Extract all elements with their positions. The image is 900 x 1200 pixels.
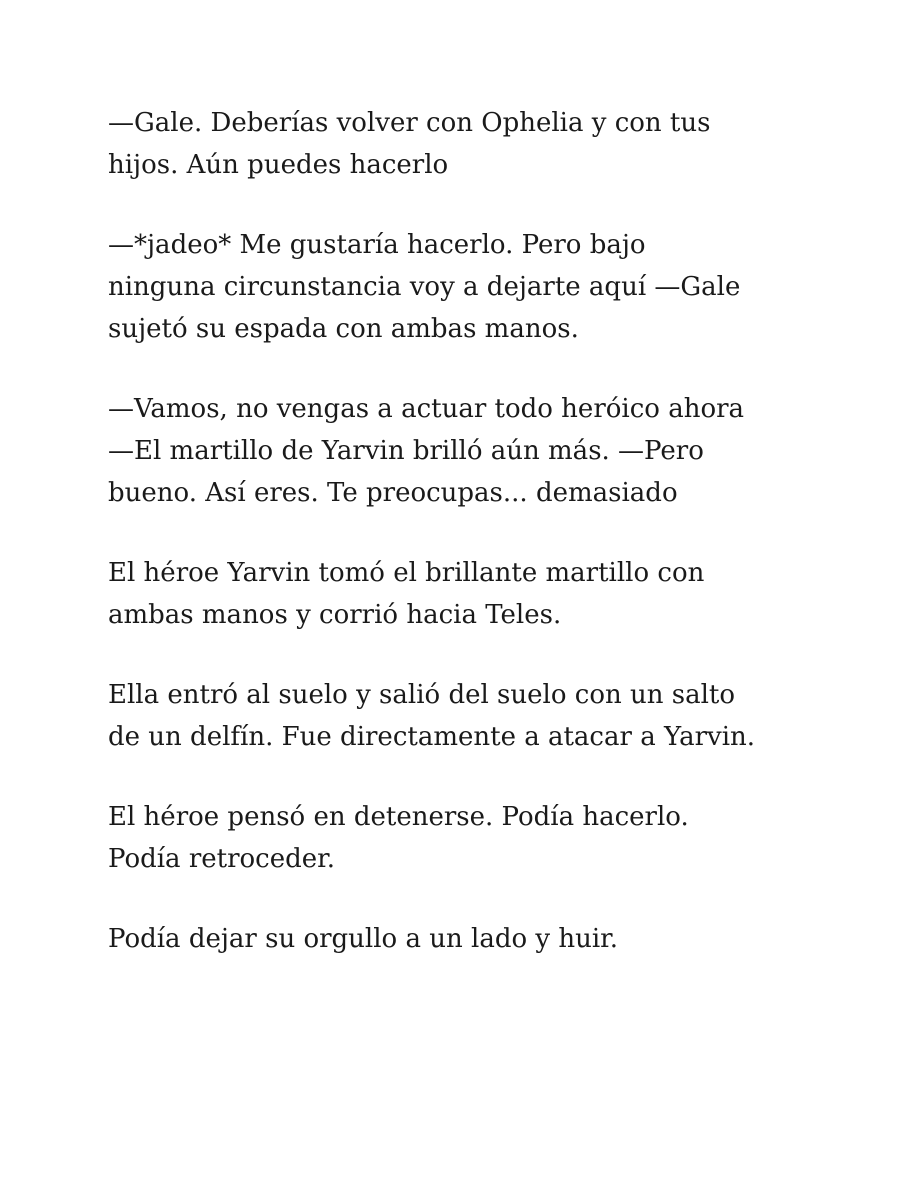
- text-line: —El martillo de Yarvin brilló aún más. —Pero: [108, 436, 704, 466]
- text-line: sujetó su espada con ambas manos.: [108, 314, 579, 344]
- text-line: Ella entró al suelo y salió del suelo con un salto: [108, 680, 735, 710]
- text-line: Podía dejar su orgullo a un lado y huir.: [108, 924, 618, 954]
- paragraph: [108, 918, 808, 960]
- text-line: bueno. Así eres. Te preocupas... demasiado: [108, 478, 678, 508]
- paragraph: [108, 102, 808, 186]
- paragraph: [108, 552, 808, 636]
- text-line: hijos. Aún puedes hacerlo: [108, 150, 449, 180]
- text-line: El héroe pensó en detenerse. Podía hacerlo.: [108, 802, 689, 832]
- text-line: El héroe Yarvin tomó el brillante martillo con: [108, 558, 705, 588]
- paragraph: [108, 796, 808, 880]
- text-line: ninguna circunstancia voy a dejarte aquí —Gale: [108, 272, 741, 302]
- paragraph: [108, 674, 808, 758]
- paragraph: [108, 224, 808, 350]
- text-line: —*jadeo* Me gustaría hacerlo. Pero bajo: [108, 230, 646, 260]
- text-line: —Vamos, no vengas a actuar todo heróico ahora: [108, 394, 745, 424]
- text-line: de un delfín. Fue directamente a atacar a Yarvin.: [108, 722, 756, 752]
- text-line: ambas manos y corrió hacia Teles.: [108, 600, 562, 630]
- text-line: —Gale. Deberías volver con Ophelia y con tus: [108, 108, 711, 138]
- paragraph: [108, 388, 808, 514]
- text-line: Podía retroceder.: [108, 844, 335, 874]
- story-text: [108, 102, 808, 998]
